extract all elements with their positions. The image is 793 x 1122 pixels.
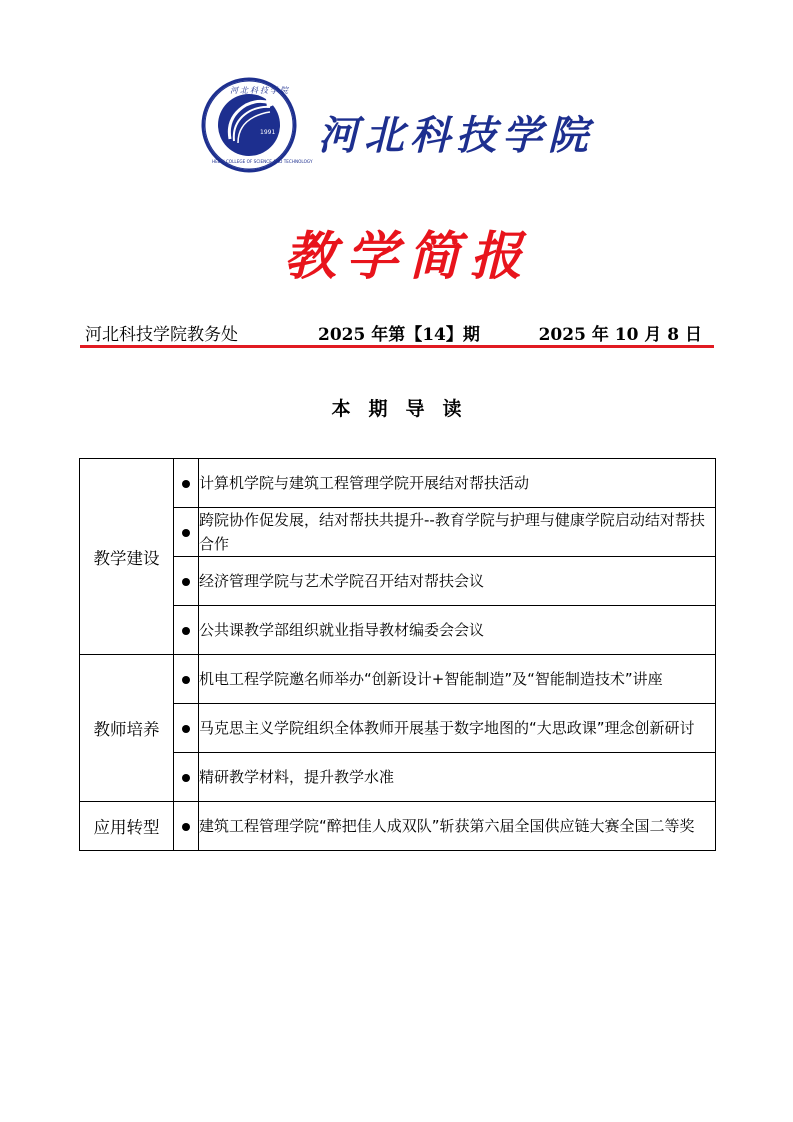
toc-item[interactable]: 精研教学材料，提升教学水准 (199, 753, 716, 802)
emblem-ring-text-en: HEBEI COLLEGE OF SCIENCE AND TECHNOLOGY (212, 159, 313, 164)
toc-item[interactable]: 计算机学院与建筑工程管理学院开展结对帮扶活动 (199, 459, 716, 508)
toc-item[interactable]: 马克思主义学院组织全体教师开展基于数字地图的“大思政课”理念创新研讨 (199, 704, 716, 753)
issue-org: 河北科技学院教务处 (85, 325, 238, 345)
bullet-icon (174, 557, 199, 606)
school-emblem-icon (200, 77, 313, 173)
school-name: 河北科技学院 (318, 112, 594, 159)
table-row (80, 704, 716, 753)
bullet-icon (174, 802, 199, 851)
toc-table (79, 458, 716, 851)
issue-bar (80, 320, 714, 344)
toc-item[interactable]: 跨院协作促发展，结对帮扶共提升--教育学院与护理与健康学院启动结对帮扶合作 (199, 508, 716, 557)
table-row (80, 802, 716, 851)
table-row (80, 753, 716, 802)
bullet-icon (174, 704, 199, 753)
toc-heading: 本期导读 (331, 398, 480, 420)
bullet-icon (174, 753, 199, 802)
toc-category: 教师培养 (80, 655, 174, 802)
toc-category: 教学建设 (80, 459, 174, 655)
emblem-year: 1991 (260, 129, 276, 136)
red-divider (80, 345, 714, 348)
bullet-icon (174, 606, 199, 655)
toc-item[interactable]: 经济管理学院与艺术学院召开结对帮扶会议 (199, 557, 716, 606)
table-row (80, 655, 716, 704)
table-row (80, 606, 716, 655)
emblem-ring-text: 河北科技学院 (230, 86, 290, 95)
bullet-icon (174, 459, 199, 508)
bullet-icon (174, 655, 199, 704)
bullet-icon (174, 508, 199, 557)
table-row (80, 557, 716, 606)
table-row (80, 508, 716, 557)
brief-title: 教学简报 (284, 226, 533, 287)
issue-date: 2025 年 10 月 8 日 (538, 325, 702, 345)
toc-item[interactable]: 建筑工程管理学院“醉把佳人成双队”斩获第六届全国供应链大赛全国二等奖 (199, 802, 716, 851)
issue-number: 2025 年第【14】期 (318, 325, 480, 345)
table-row (80, 459, 716, 508)
toc-item[interactable]: 公共课教学部组织就业指导教材编委会会议 (199, 606, 716, 655)
toc-item[interactable]: 机电工程学院邀名师举办“创新设计+智能制造”及“智能制造技术”讲座 (199, 655, 716, 704)
toc-category: 应用转型 (80, 802, 174, 851)
